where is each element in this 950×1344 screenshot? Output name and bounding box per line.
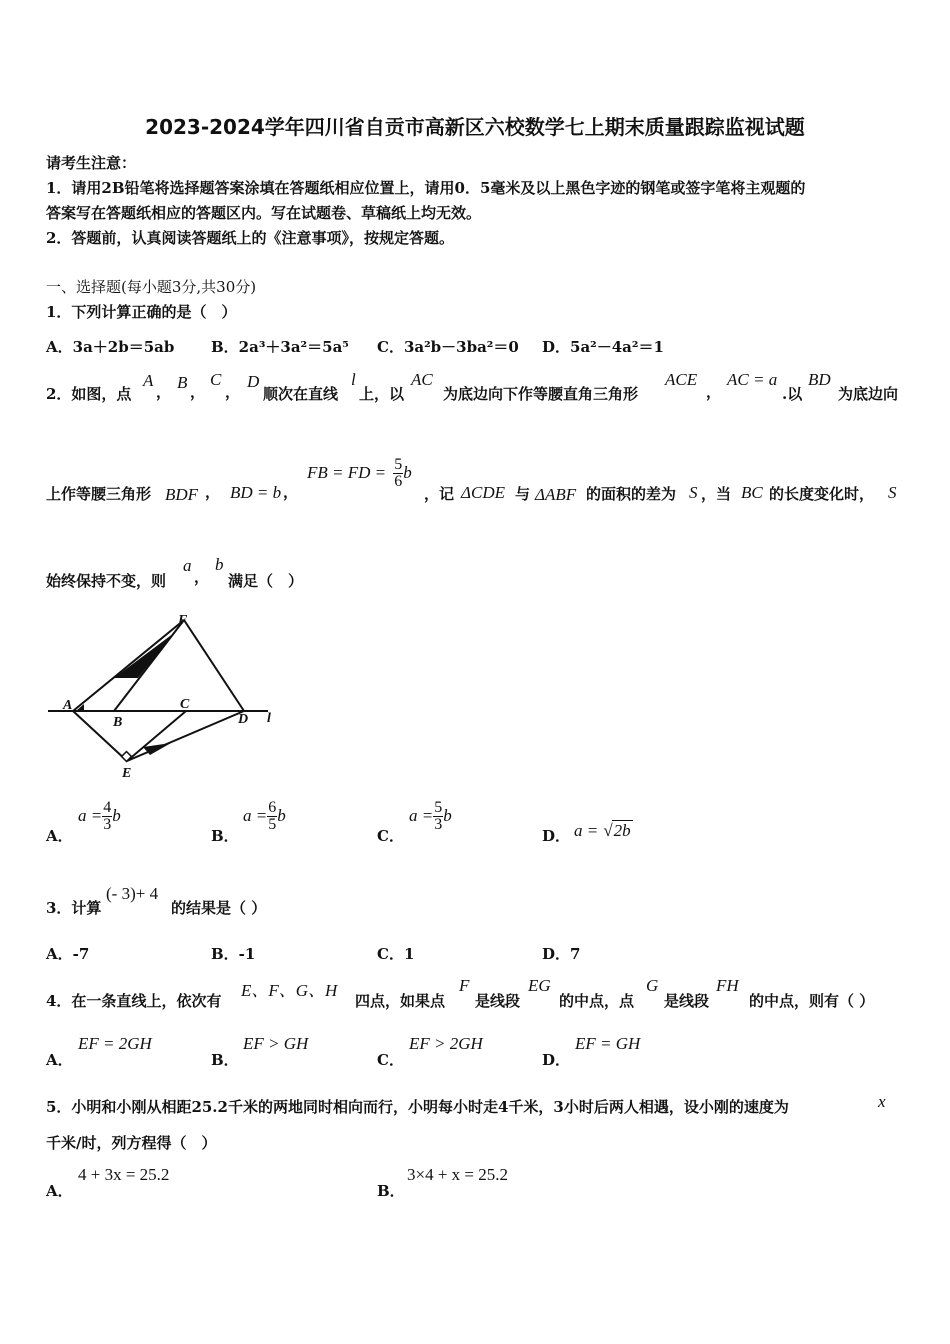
q3-option-a[interactable]: A．-7 xyxy=(46,945,90,963)
q2-a: a xyxy=(183,556,192,575)
q4-text-2: 四点，如果点 xyxy=(355,992,446,1010)
q2-text-5: .以 xyxy=(782,385,803,403)
q4-option-d-letter[interactable]: D． xyxy=(542,1051,571,1069)
q2-text-11: ，当 xyxy=(701,485,732,503)
q2-bc: BC xyxy=(741,483,763,502)
q2-abf: ΔABF xyxy=(535,485,577,504)
q4-option-a-letter[interactable]: A． xyxy=(46,1051,73,1069)
q2-cde: ΔCDE xyxy=(461,483,505,502)
q2-text-4: 为底边向下作等腰直角三角形 xyxy=(443,385,639,403)
q3-expression: (- 3)+ 4 xyxy=(106,884,159,903)
q2-text-10: 的面积的差为 xyxy=(586,485,677,503)
q4-text-1: 4．在一条直线上，依次有 xyxy=(46,992,222,1010)
figure-label-a: A xyxy=(63,698,73,713)
q5-option-b-letter[interactable]: B． xyxy=(377,1182,405,1200)
q2-b: b xyxy=(215,555,224,574)
q2-text-12: 的长度变化时， xyxy=(769,485,875,503)
q2-bd: BD xyxy=(808,370,831,389)
q5-line-1: 5．小明和小刚从相距25.2千米的两地同时相向而行，小明每小时走4千米，3小时后两人相遇，设小刚的速度为 xyxy=(46,1098,789,1116)
q2-text-2: 顺次在直线 xyxy=(263,385,339,403)
segment-bf xyxy=(114,620,184,711)
figure-label-c: C xyxy=(180,697,190,712)
q2-ac: AC xyxy=(411,370,433,389)
q4-text-3: 是线段 xyxy=(475,992,521,1010)
notice-line-2: 答案写在答题纸相应的答题区内。写在试题卷、草稿纸上均无效。 xyxy=(46,204,482,222)
q1-option-b[interactable]: B．2a³＋3a²＝5a⁵ xyxy=(211,338,349,356)
q1-option-a[interactable]: A．3a＋2b＝5ab xyxy=(46,338,175,356)
q2-text-8: ，记 xyxy=(424,485,455,503)
figure-label-f: F xyxy=(178,613,188,628)
page-title: 2023-2024学年四川省自贡市高新区六校数学七上期末质量跟踪监视试题 xyxy=(145,115,805,139)
figure-label-b: B xyxy=(113,715,123,730)
q2-text-1: 2．如图，点 xyxy=(46,385,132,403)
q5-option-a-letter[interactable]: A． xyxy=(46,1182,73,1200)
q3-option-d[interactable]: D．7 xyxy=(542,945,581,963)
q2-s: S xyxy=(689,483,698,502)
q2-point-c: C xyxy=(210,370,222,389)
q4-fh: FH xyxy=(716,976,739,995)
q2-point-a: A xyxy=(143,371,154,390)
q4-text-5: 是线段 xyxy=(664,992,710,1010)
q4-points: E、F、G、H xyxy=(241,981,338,1000)
q1-option-c[interactable]: C．3a²b－3ba²＝0 xyxy=(377,338,519,356)
q2-option-a[interactable]: a = $\frac{4}{3}$ b xyxy=(78,799,121,833)
q2-ace: ACE xyxy=(665,370,698,389)
q3-stem: 3．计算 xyxy=(46,899,102,917)
q4-g: G xyxy=(646,976,659,995)
segment-af xyxy=(73,620,184,711)
q4-option-a[interactable]: EF = 2GH xyxy=(78,1034,152,1053)
q2-text-3: 上，以 xyxy=(359,385,405,403)
q4-option-b-letter[interactable]: B． xyxy=(211,1051,239,1069)
q5-x: x xyxy=(878,1092,886,1111)
q3-option-b[interactable]: B．-1 xyxy=(211,945,256,963)
q4-f: F xyxy=(459,976,470,995)
q2-text-7: 上作等腰三角形 xyxy=(46,485,152,503)
q2-bdf: BDF xyxy=(165,485,199,504)
section-heading: 一、选择题(每小题3分,共30分) xyxy=(46,278,257,296)
notice-line-1: 1．请用2B铅笔将选择题答案涂填在答题纸相应位置上，请用0．5毫米及以上黑色字迹的钢笔或签字笔将主观题的 xyxy=(46,179,806,197)
q2-point-b: B xyxy=(177,373,188,392)
q2-text-14: 满足（ ） xyxy=(228,572,304,590)
q5-option-b[interactable]: 3×4 + x = 25.2 xyxy=(407,1165,509,1184)
q4-eg: EG xyxy=(528,976,551,995)
q2-option-c-letter[interactable]: C． xyxy=(377,827,404,845)
segment-ed xyxy=(127,711,244,761)
q2-option-b[interactable]: a = $\frac{6}{5}$ b xyxy=(243,799,286,833)
q3-tail: 的结果是（ ） xyxy=(171,899,267,917)
q4-text-4: 的中点，点 xyxy=(559,992,635,1010)
q2-option-c[interactable]: a = $\frac{5}{3}$ b xyxy=(409,799,452,833)
figure-label-e: E xyxy=(122,766,132,781)
q2-fb-fd-eq: FB = FD = $\frac{5}{6}$ b xyxy=(307,456,412,490)
segment-fd xyxy=(184,620,244,711)
segment-ec xyxy=(127,711,186,761)
q2-line-l: l xyxy=(351,370,356,389)
q4-option-c[interactable]: EF > 2GH xyxy=(409,1034,483,1053)
q2-bd-eq: BD = b xyxy=(230,483,282,502)
notice-line-3: 2．答题前，认真阅读答题纸上的《注意事项》，按规定答题。 xyxy=(46,229,454,247)
q4-option-c-letter[interactable]: C． xyxy=(377,1051,404,1069)
q2-option-a-letter[interactable]: A． xyxy=(46,827,73,845)
q1-stem: 1．下列计算正确的是（ ） xyxy=(46,303,237,321)
q5-option-a[interactable]: 4 + 3x = 25.2 xyxy=(78,1165,170,1184)
geometry-figure xyxy=(46,612,286,787)
q4-option-b[interactable]: EF > GH xyxy=(243,1034,309,1053)
q2-option-b-letter[interactable]: B． xyxy=(211,827,239,845)
q2-option-d-letter[interactable]: D． xyxy=(542,827,571,845)
q2-text-13: 始终保持不变，则 xyxy=(46,572,167,590)
q4-option-d[interactable]: EF = GH xyxy=(575,1034,641,1053)
q2-text-6: 为底边向 xyxy=(838,385,899,403)
q2-point-d: D xyxy=(247,372,260,391)
q2-ac-eq: AC = a xyxy=(727,370,778,389)
notice-heading: 请考生注意： xyxy=(46,154,137,172)
q1-option-d[interactable]: D．5a²－4a²＝1 xyxy=(542,338,664,356)
figure-label-l: l xyxy=(267,711,271,726)
q4-text-6: 的中点，则有（ ） xyxy=(749,992,875,1010)
figure-label-d: D xyxy=(238,712,249,727)
q2-text-9: 与 xyxy=(515,485,531,503)
q3-option-c[interactable]: C．1 xyxy=(377,945,415,963)
q2-option-d[interactable]: a = √2b xyxy=(574,821,631,840)
q2-s-2: S xyxy=(888,483,897,502)
q5-line-2: 千米/时，列方程得（ ） xyxy=(46,1134,217,1152)
